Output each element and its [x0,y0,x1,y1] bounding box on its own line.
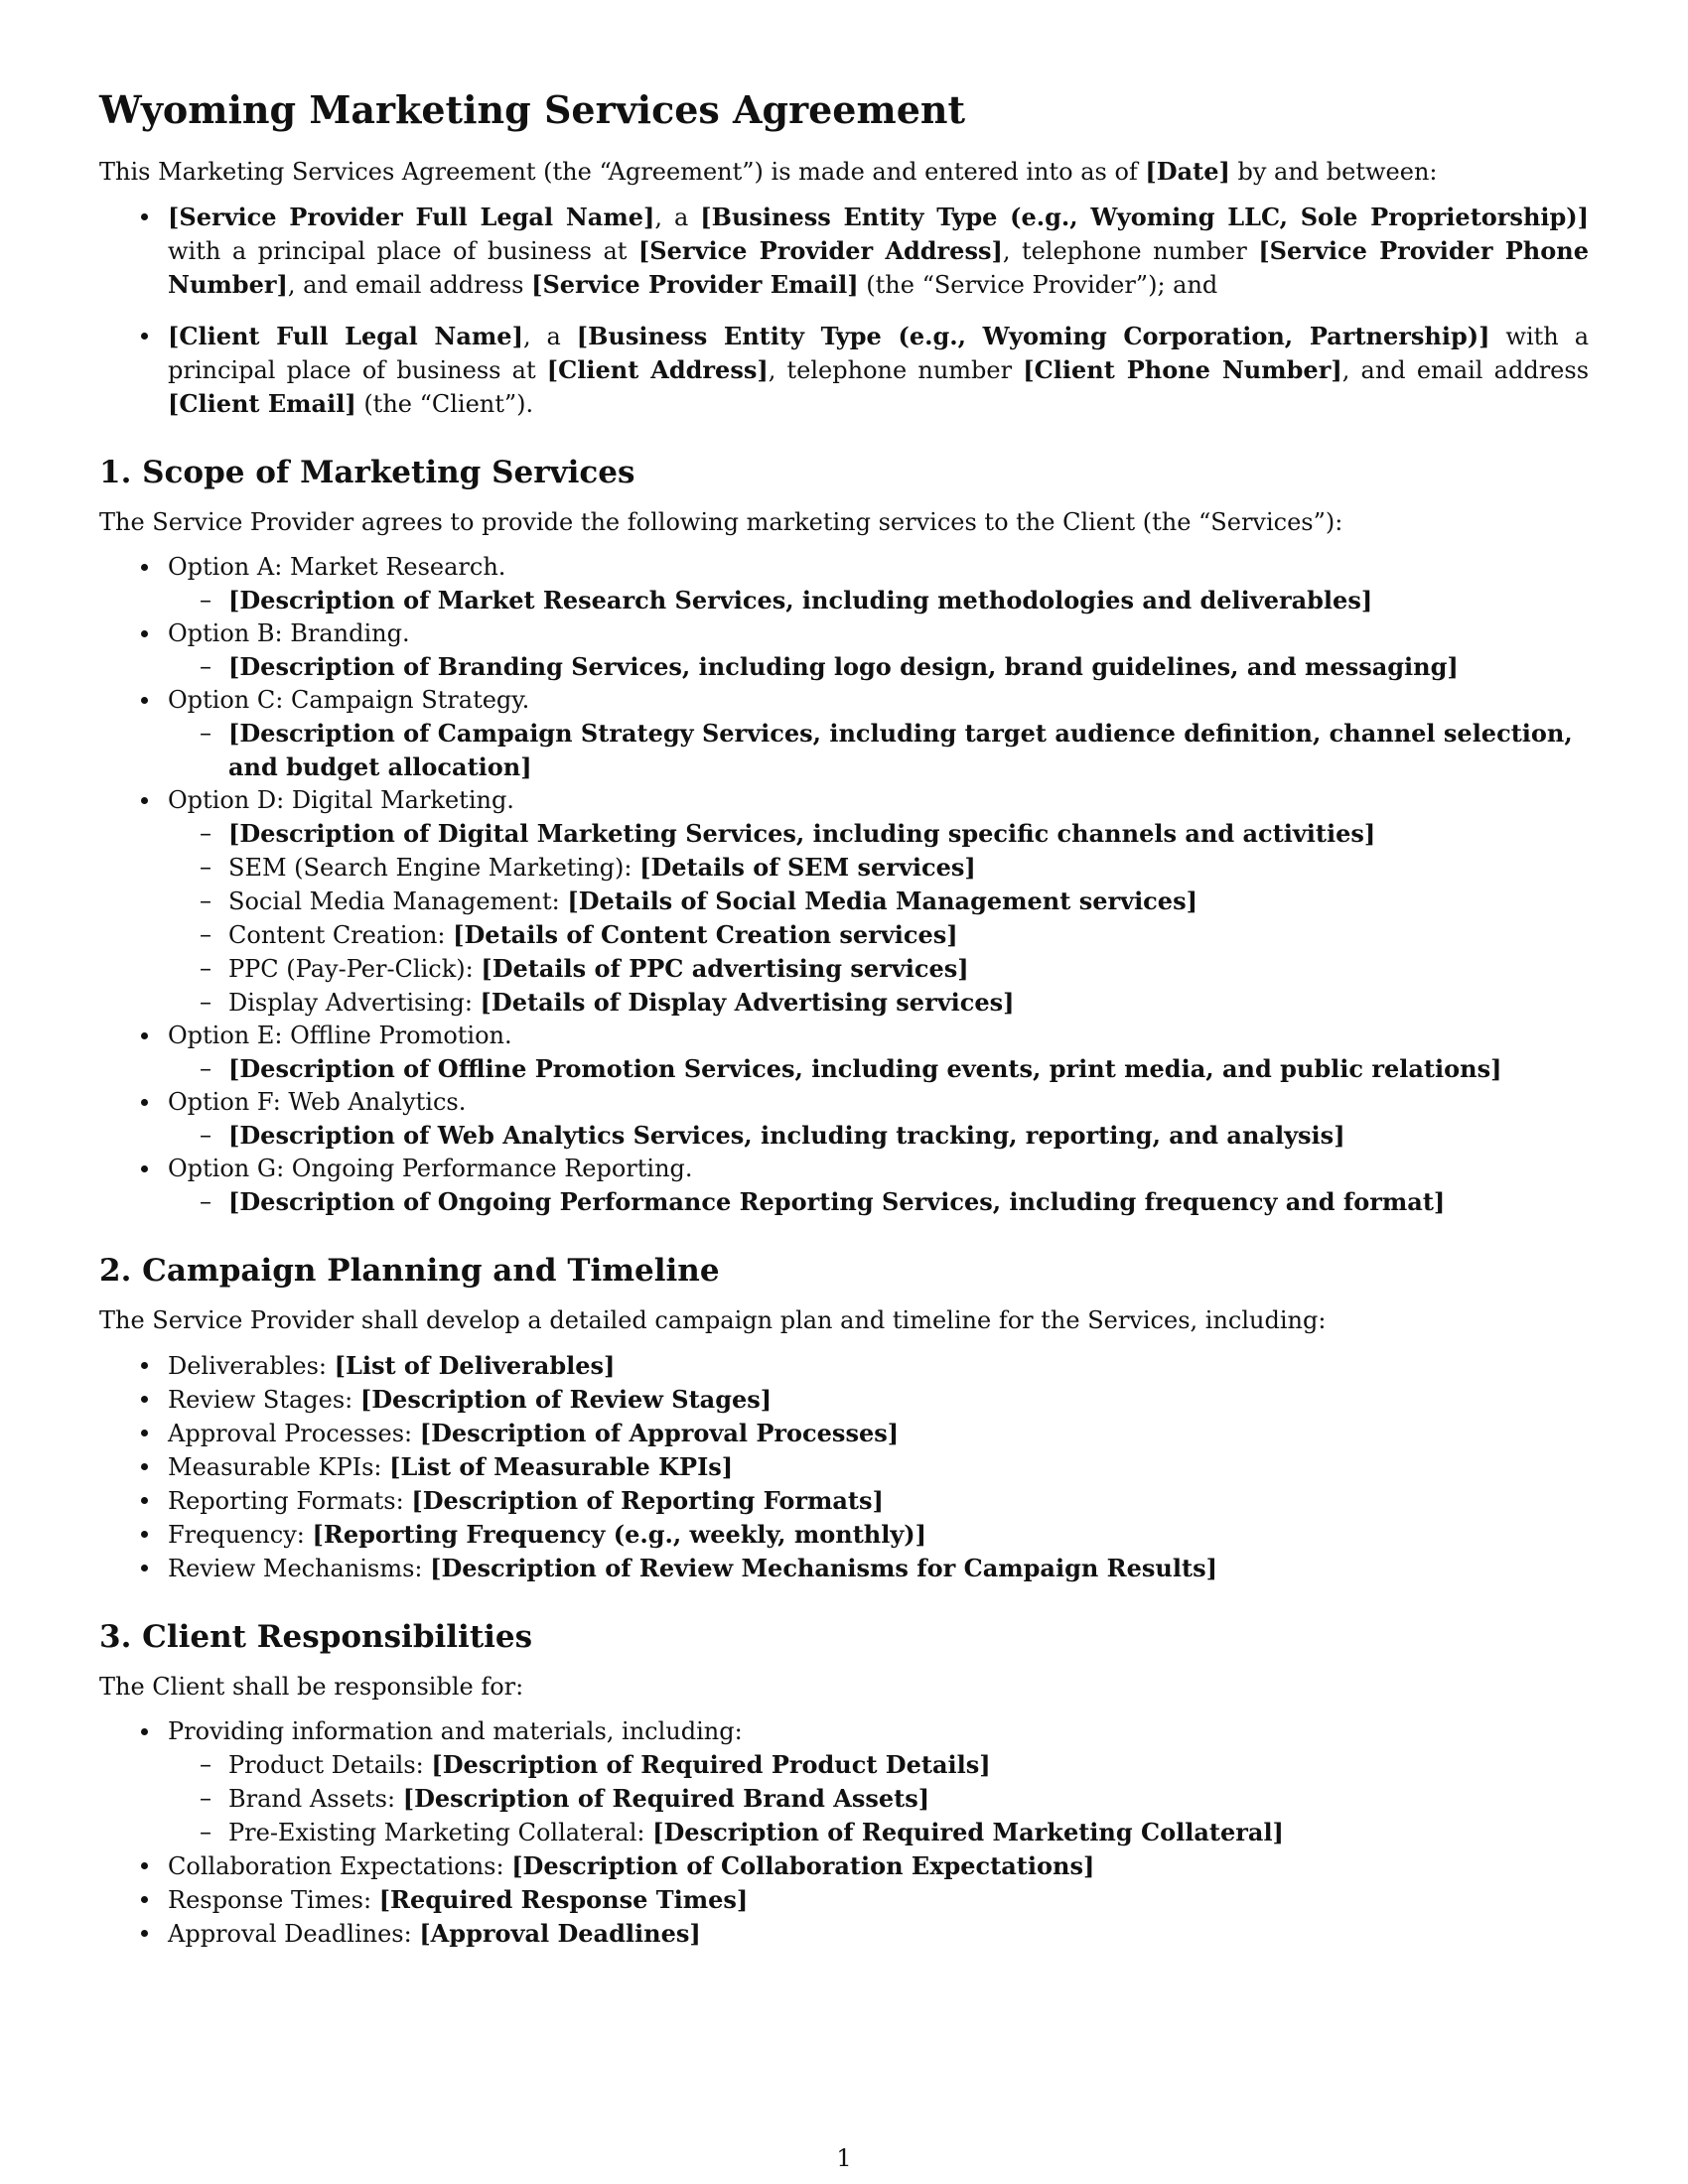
option-description: – [Description of Branding Services, including logo design, brand guidelines, and messaging] [168,650,1589,684]
planning-list [99,1349,1589,1585]
option-item: Option G: Ongoing Performance Reporting. – [Description of Ongoing Performance Reporting Services, including frequency and format] [99,1153,1589,1219]
digital-detail-item: – PPC (Pay-Per-Click): [Details of PPC advertising services] [168,952,1589,986]
planning-item: Deliverables: [List of Deliverables] [99,1349,1589,1383]
option-item: Option F: Web Analytics. – [Description of Web Analytics Services, including tracking, reporting, and analysis] [99,1086,1589,1153]
digital-detail-item: – SEM (Search Engine Marketing): [Details of SEM services] [168,851,1589,885]
material-item: – Brand Assets: [Description of Required Brand Assets] [168,1782,1589,1816]
option-item: Option A: Market Research. – [Description of Market Research Services, including methodologies and deliverables] [99,551,1589,617]
page-number: 1 [836,2144,852,2172]
document-title: Wyoming Marketing Services Agreement [99,87,966,132]
document-body [99,87,1589,1951]
section-heading-scope: 1. Scope of Marketing Services [99,455,635,490]
client-responsibilities-list [99,1715,1589,1951]
parties-list [99,201,1589,421]
planning-item: Reporting Formats: [Description of Reporting Formats] [99,1484,1589,1518]
option-description: – [Description of Offline Promotion Services, including events, print media, and public relations] [168,1052,1589,1086]
option-description: – [Description of Ongoing Performance Reporting Services, including frequency and format] [168,1185,1589,1219]
section-intro-scope: The Service Provider agrees to provide the following marketing services to the Client (the “Services”): [99,508,1343,536]
section-heading-planning: 2. Campaign Planning and Timeline [99,1253,720,1289]
option-description: – [Description of Web Analytics Services, including tracking, reporting, and analysis] [168,1119,1589,1153]
section-heading-client-responsibilities: 3. Client Responsibilities [99,1619,533,1655]
services-options-list [99,551,1589,1219]
option-item: Option D: Digital Marketing. – [Description of Digital Marketing Services, including specific channels and activities] – SEM (Search Engine Marketing): [Details of SEM services] – Social Media Management: [Details of Social Media Management services] – Content Creation: [Details of Content Creation services] – PPC (Pay-Per-Click): [Details of PPC advertising services] – Display Advertising: [Details of Display Advertising services] [99,784,1589,1020]
planning-item: Review Mechanisms: [Description of Review Mechanisms for Campaign Results] [99,1552,1589,1585]
material-item: – Product Details: [Description of Required Product Details] [168,1748,1589,1782]
option-item: Option C: Campaign Strategy. – [Description of Campaign Strategy Services, including target audience definition, channel selection, and budget allocation] [99,684,1589,784]
intro-paragraph: This Marketing Services Agreement (the “Agreement”) is made and entered into as of [Date] by and between: [99,157,1438,186]
responsibility-item: Response Times: [Required Response Times] [99,1883,1589,1917]
planning-item: Frequency: [Reporting Frequency (e.g., weekly, monthly)] [99,1518,1589,1552]
option-description: – [Description of Digital Marketing Services, including specific channels and activities] [168,817,1589,851]
digital-detail-item: – Display Advertising: [Details of Display Advertising services] [168,986,1589,1020]
option-item: Option B: Branding. – [Description of Branding Services, including logo design, brand guidelines, and messaging] [99,617,1589,684]
option-description: – [Description of Campaign Strategy Services, including target audience definition, channel selection, and budget allocation] [168,717,1589,784]
responsibility-item: Approval Deadlines: [Approval Deadlines] [99,1917,1589,1951]
planning-item: Review Stages: [Description of Review Stages] [99,1383,1589,1417]
option-item: Option E: Offline Promotion. – [Description of Offline Promotion Services, including events, print media, and public relations] [99,1020,1589,1086]
planning-item: Approval Processes: [Description of Approval Processes] [99,1417,1589,1450]
party-client: [Client Full Legal Name], a [Business Entity Type (e.g., Wyoming Corporation, Partnership)] with a principal place of business at [Client Address], telephone number [Client Phone Number], and email address [Client Email] (the “Client”). [99,320,1589,421]
responsibility-item: Collaboration Expectations: [Description of Collaboration Expectations] [99,1849,1589,1883]
digital-detail-item: – Social Media Management: [Details of Social Media Management services] [168,885,1589,918]
option-description: – [Description of Market Research Services, including methodologies and deliverables] [168,584,1589,617]
digital-detail-item: – Content Creation: [Details of Content Creation services] [168,918,1589,952]
material-item: – Pre-Existing Marketing Collateral: [Description of Required Marketing Collateral] [168,1816,1589,1849]
party-service-provider: [Service Provider Full Legal Name], a [Business Entity Type (e.g., Wyoming LLC, Sole Proprietorship)] with a principal place of business at [Service Provider Address], telephone number [Service Provider Phone Number], and email address [Service Provider Email] (the “Service Provider”); and [99,201,1589,302]
responsibility-item: Providing information and materials, including: – Product Details: [Description of Required Product Details] – Brand Assets: [Description of Required Brand Assets] – Pre-Existing Marketing Collateral: [Description of Required Marketing Collateral] [99,1715,1589,1849]
planning-item: Measurable KPIs: [List of Measurable KPIs] [99,1450,1589,1484]
section-intro-planning: The Service Provider shall develop a detailed campaign plan and timeline for the Services, including: [99,1306,1327,1334]
date-placeholder: [Date] [1145,157,1230,186]
section-intro-client-responsibilities: The Client shall be responsible for: [99,1673,524,1701]
